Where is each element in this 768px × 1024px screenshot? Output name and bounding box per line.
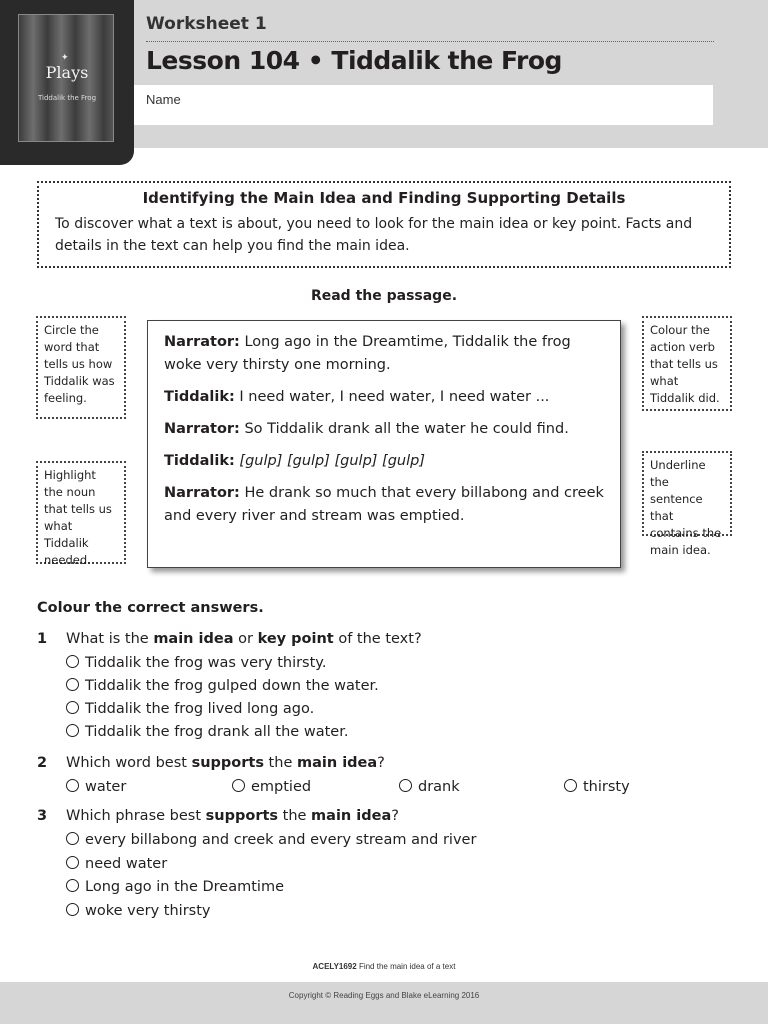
answer-option[interactable]: Tiddalik the frog was very thirsty. [66, 655, 326, 671]
note-circle-feeling: Circle the word that tells us how Tiddalik was feeling. [36, 316, 126, 419]
note-underline-main-idea: Underline the sentence that contains the main idea. [642, 451, 732, 536]
question-text: Which word best supports the main idea? [66, 755, 385, 771]
divider [146, 41, 714, 42]
copyright: Copyright © Reading Eggs and Blake eLearning 2016 [288, 991, 480, 1000]
book-cover [0, 0, 134, 165]
name-field[interactable] [134, 85, 713, 125]
question-text: What is the main idea or key point of the text? [66, 631, 422, 647]
answer-option[interactable]: woke very thirsty [66, 903, 210, 919]
answer-option[interactable]: Tiddalik the frog lived long ago. [66, 701, 314, 717]
question-text: Which phrase best supports the main idea? [66, 808, 399, 824]
footer-band [0, 982, 768, 1024]
page-title: Lesson 104 • Tiddalik the Frog [146, 46, 562, 75]
answer-option[interactable]: need water [66, 856, 167, 872]
question-number: 1 [37, 631, 48, 647]
passage-line: Narrator: So Tiddalik drank all the water he could find. [164, 421, 569, 437]
read-instruction: Read the passage. [310, 288, 458, 304]
radio-circle-icon[interactable] [66, 655, 79, 668]
curriculum-code: ACELY1692 Find the main idea of a text [312, 962, 456, 971]
radio-circle-icon[interactable] [66, 856, 79, 869]
radio-circle-icon[interactable] [399, 779, 412, 792]
answer-option[interactable]: emptied [232, 779, 311, 795]
cover-subtitle: Tiddalik the Frog [37, 94, 97, 102]
questions-heading: Colour the correct answers. [37, 600, 264, 616]
intro-title: Identifying the Main Idea and Finding Supporting Details [142, 189, 626, 207]
passage-line: Narrator: He drank so much that every billabong and creek and every river and stream was emptied. [164, 485, 604, 524]
answer-option[interactable]: water [66, 779, 126, 795]
radio-circle-icon[interactable] [66, 779, 79, 792]
answer-option[interactable]: every billabong and creek and every stream and river [66, 832, 476, 848]
radio-circle-icon[interactable] [66, 903, 79, 916]
passage-line: Narrator: Long ago in the Dreamtime, Tiddalik the frog woke very thirsty one morning. [164, 334, 571, 373]
name-label: Name [146, 92, 181, 107]
answer-option[interactable]: Tiddalik the frog drank all the water. [66, 724, 348, 740]
passage-box [147, 320, 621, 568]
radio-circle-icon[interactable] [66, 832, 79, 845]
radio-circle-icon[interactable] [66, 701, 79, 714]
radio-circle-icon[interactable] [66, 724, 79, 737]
radio-circle-icon[interactable] [232, 779, 245, 792]
radio-circle-icon[interactable] [564, 779, 577, 792]
question-number: 3 [37, 808, 48, 824]
note-colour-verb: Colour the action verb that tells us what Tiddalik did. [642, 316, 732, 411]
radio-circle-icon[interactable] [66, 678, 79, 691]
answer-option[interactable]: Long ago in the Dreamtime [66, 879, 284, 895]
answer-option[interactable]: thirsty [564, 779, 630, 795]
cover-title: Plays [45, 63, 89, 82]
answer-option[interactable]: Tiddalik the frog gulped down the water. [66, 678, 379, 694]
radio-circle-icon[interactable] [66, 879, 79, 892]
curtain-image [18, 14, 114, 142]
passage-line: Tiddalik: [gulp] [gulp] [gulp] [gulp] [164, 453, 425, 469]
question-number: 2 [37, 755, 48, 771]
intro-text: To discover what a text is about, you need to look for the main idea or key point. Facts and details in the text can help you find the main idea. [55, 216, 693, 254]
note-highlight-noun: Highlight the noun that tells us what Tiddalik needed. [36, 461, 126, 564]
intro-box [37, 181, 731, 268]
answer-option[interactable]: drank [399, 779, 460, 795]
star-icon: ✦ [61, 53, 69, 63]
passage-line: Tiddalik: I need water, I need water, I need water ... [164, 389, 550, 405]
worksheet-label: Worksheet 1 [146, 14, 267, 34]
